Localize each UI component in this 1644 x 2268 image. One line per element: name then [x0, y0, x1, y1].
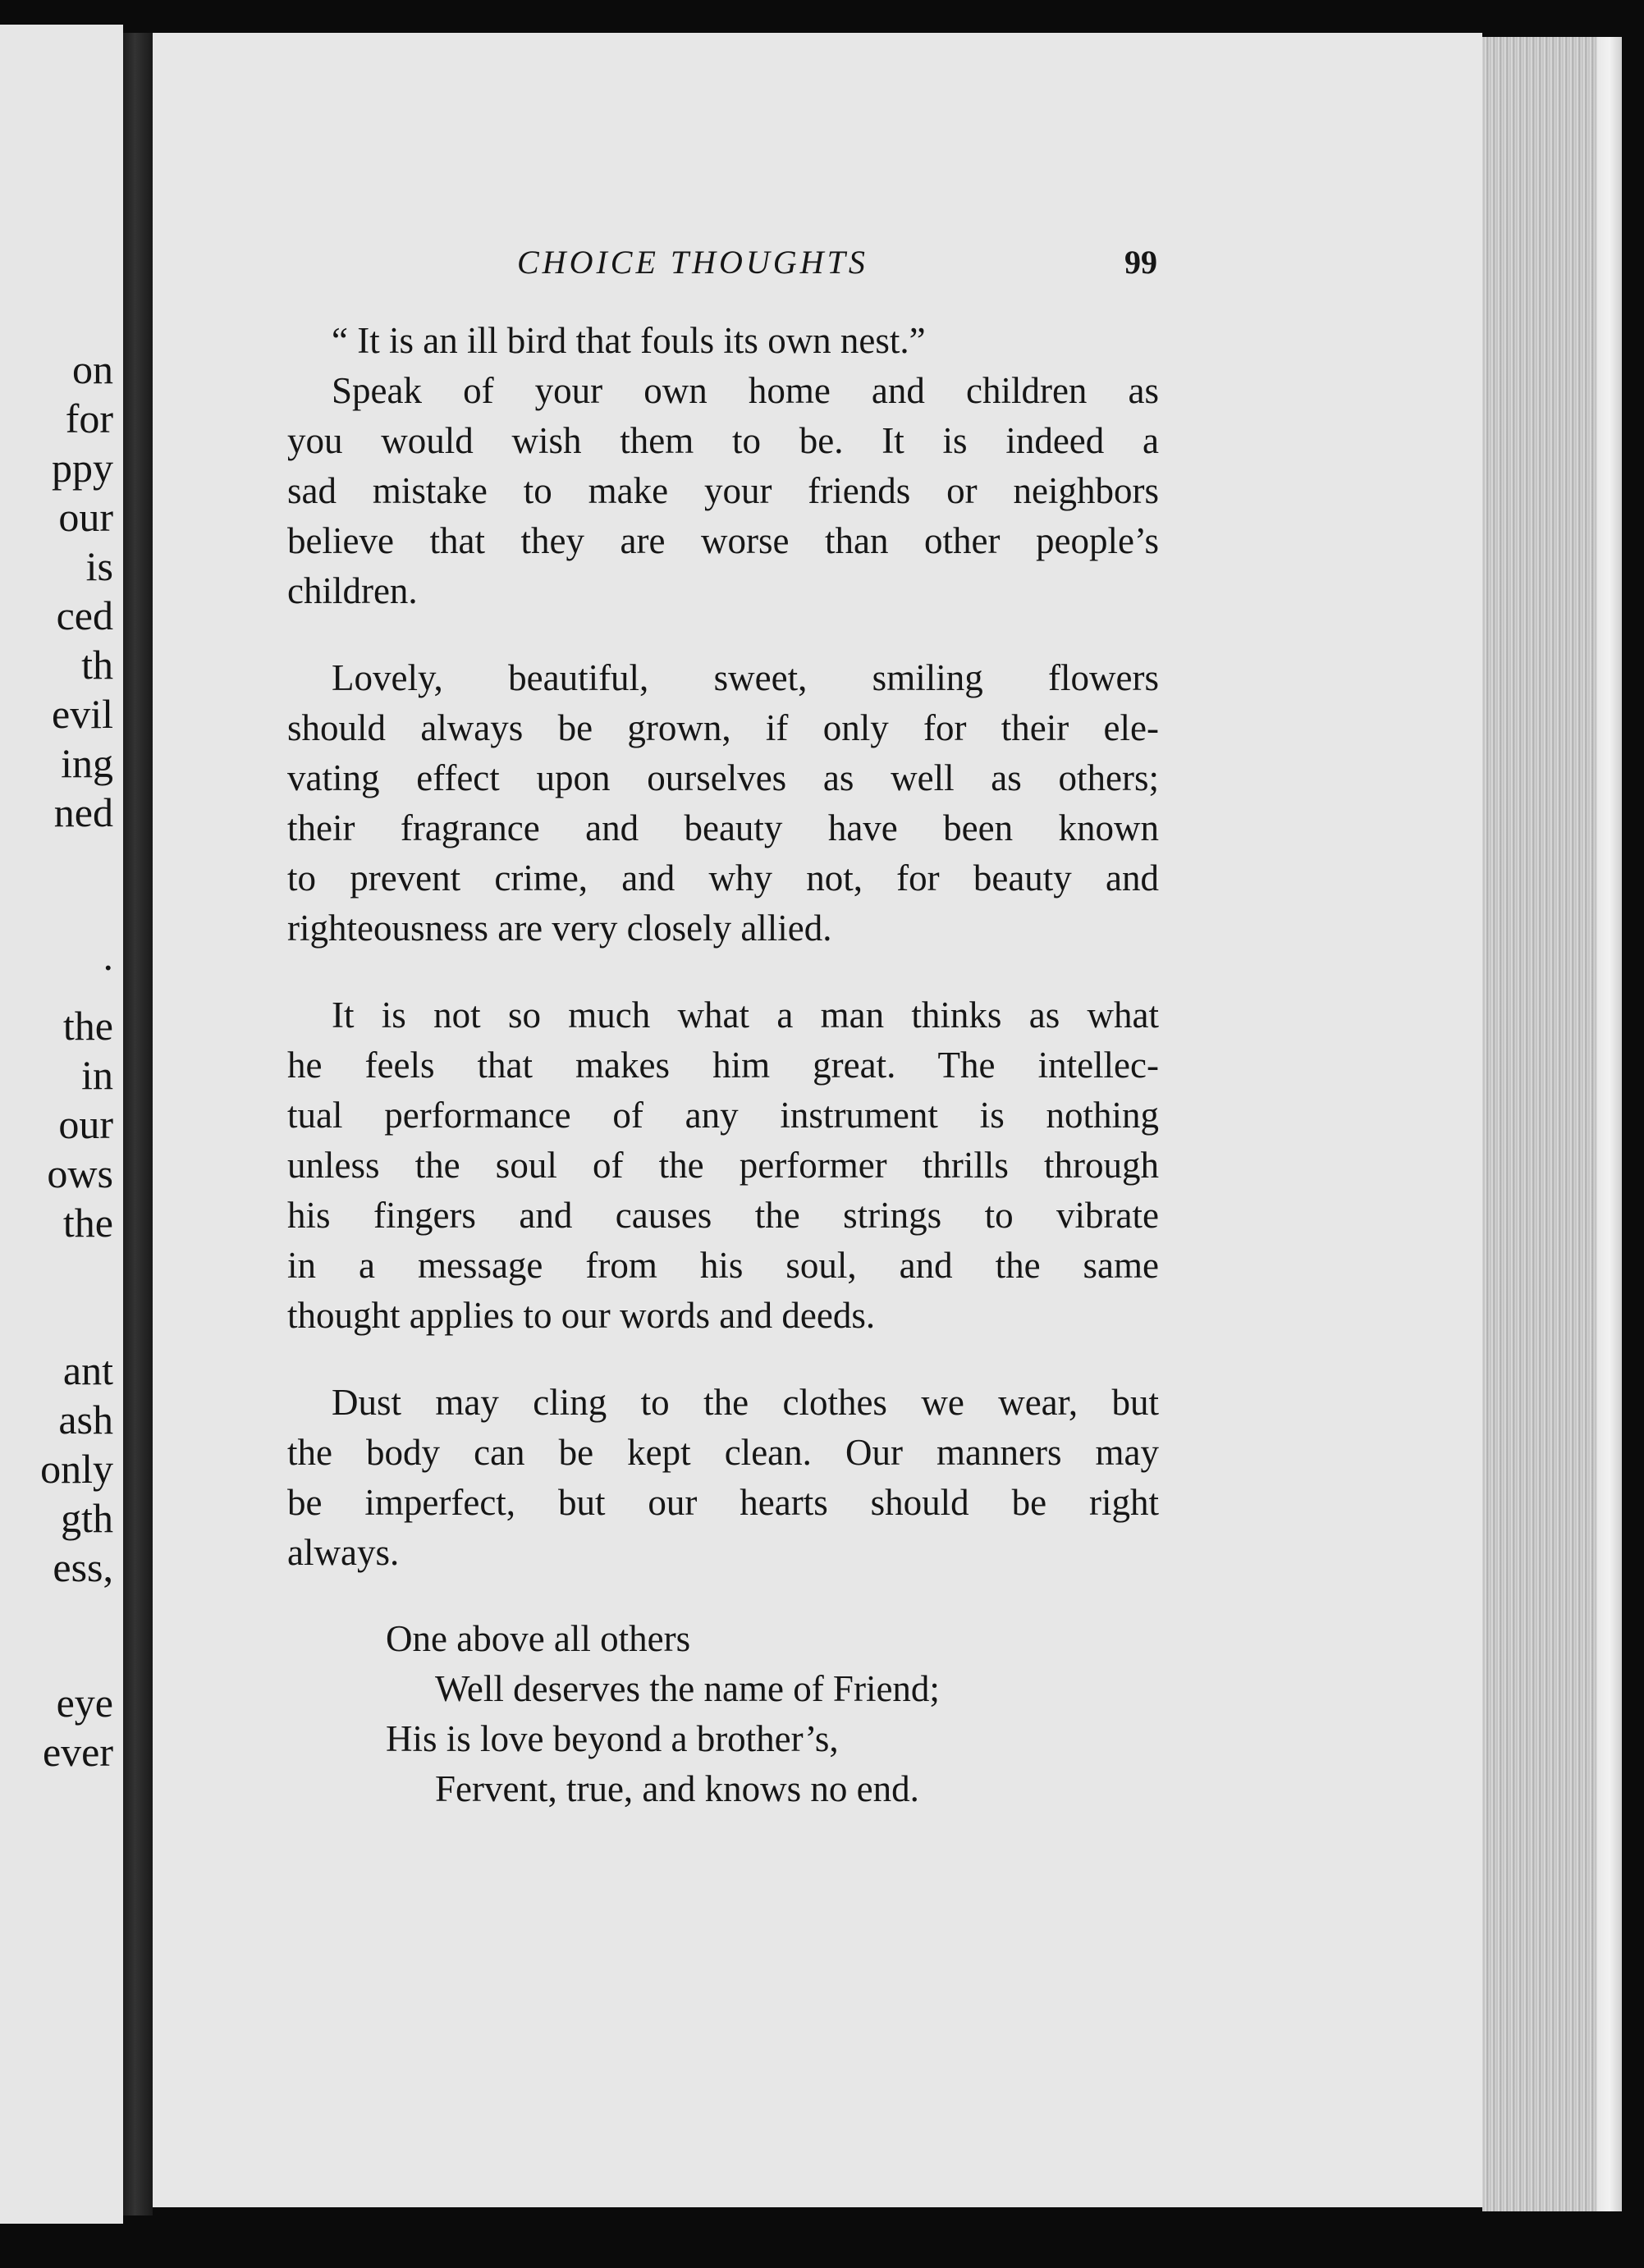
- text-line: righteousness are very closely allied.: [287, 908, 832, 949]
- previous-page-edge: [0, 25, 123, 2224]
- left-fragment: the: [62, 1200, 113, 1246]
- cover-edge: [1597, 37, 1622, 2211]
- left-fragment: gth: [61, 1495, 113, 1541]
- text-line: to prevent crime, and why not, for beauty and: [287, 857, 1159, 899]
- text-line: Speak of your own home and children as: [332, 370, 1159, 411]
- left-fragment: our: [58, 494, 113, 540]
- left-fragment: ess,: [53, 1544, 113, 1590]
- verse-line: Fervent, true, and knows no end.: [435, 1768, 919, 1809]
- left-fragment: in: [81, 1052, 113, 1098]
- text-line: his fingers and causes the strings to vibrate: [287, 1195, 1159, 1236]
- verse: [287, 1614, 1159, 1814]
- previous-page-text-fragments: [0, 25, 123, 2224]
- text-line: be imperfect, but our hearts should be right: [287, 1482, 1159, 1523]
- text-line: thought applies to our words and deeds.: [287, 1295, 876, 1336]
- left-fragment: ows: [47, 1150, 113, 1196]
- left-fragment: the: [62, 1003, 113, 1049]
- verse-line: One above all others: [386, 1618, 691, 1659]
- left-fragment: only: [40, 1446, 113, 1492]
- left-fragment: ned: [53, 789, 113, 835]
- paragraph: [287, 316, 1159, 366]
- paragraph: [287, 366, 1159, 616]
- text-line: you would wish them to be. It is indeed a: [287, 420, 1159, 461]
- text-line: believe that they are worse than other people’s: [287, 520, 1159, 561]
- left-fragment: eye: [56, 1680, 113, 1726]
- page-body: [287, 316, 1159, 1814]
- left-fragment: th: [81, 642, 113, 688]
- text-line: vating effect upon ourselves as well as others;: [287, 757, 1159, 798]
- left-fragment: ppy: [52, 445, 113, 491]
- text-line: unless the soul of the performer thrills through: [287, 1145, 1159, 1186]
- text-line: the body can be kept clean. Our manners may: [287, 1432, 1159, 1473]
- text-line: should always be grown, if only for their ele-: [287, 707, 1159, 748]
- book-gutter: [123, 33, 153, 2215]
- text-line: always.: [287, 1532, 400, 1573]
- page-number: 99: [1124, 244, 1157, 281]
- left-fragment: ing: [61, 740, 113, 786]
- paragraph: [287, 1378, 1159, 1578]
- text-line: children.: [287, 570, 418, 611]
- paragraph: [287, 653, 1159, 953]
- left-fragment: on: [72, 346, 113, 392]
- text-line: It is not so much what a man thinks as what: [332, 995, 1159, 1036]
- page-edge-stack: [1482, 37, 1597, 2211]
- text-line: he feels that makes him great. The intellec-: [287, 1045, 1159, 1086]
- left-fragment: evil: [52, 691, 113, 737]
- verse-line: His is love beyond a brother’s,: [386, 1718, 839, 1759]
- paragraph: [287, 990, 1159, 1341]
- left-fragment: is: [85, 543, 113, 589]
- text-line: in a message from his soul, and the same: [287, 1245, 1159, 1286]
- left-fragment: ant: [62, 1347, 113, 1393]
- left-fragment: our: [58, 1101, 113, 1147]
- running-head: [517, 243, 1157, 281]
- left-fragment: ever: [42, 1729, 113, 1775]
- running-title: CHOICE THOUGHTS: [517, 244, 868, 281]
- left-fragment: .: [103, 933, 113, 979]
- left-fragment: for: [65, 396, 113, 441]
- text-line: tual performance of any instrument is nothing: [287, 1095, 1159, 1136]
- left-fragment: ash: [58, 1397, 113, 1443]
- text-line: Dust may cling to the clothes we wear, but: [332, 1382, 1159, 1423]
- text-line: their fragrance and beauty have been known: [287, 807, 1159, 848]
- text-line: sad mistake to make your friends or neighbors: [287, 470, 1159, 511]
- left-fragment: ced: [56, 592, 113, 638]
- verse-line: Well deserves the name of Friend;: [435, 1668, 940, 1709]
- text-line: Lovely, beautiful, sweet, smiling flowers: [332, 657, 1159, 698]
- text-line: “ It is an ill bird that fouls its own nest.”: [332, 320, 926, 361]
